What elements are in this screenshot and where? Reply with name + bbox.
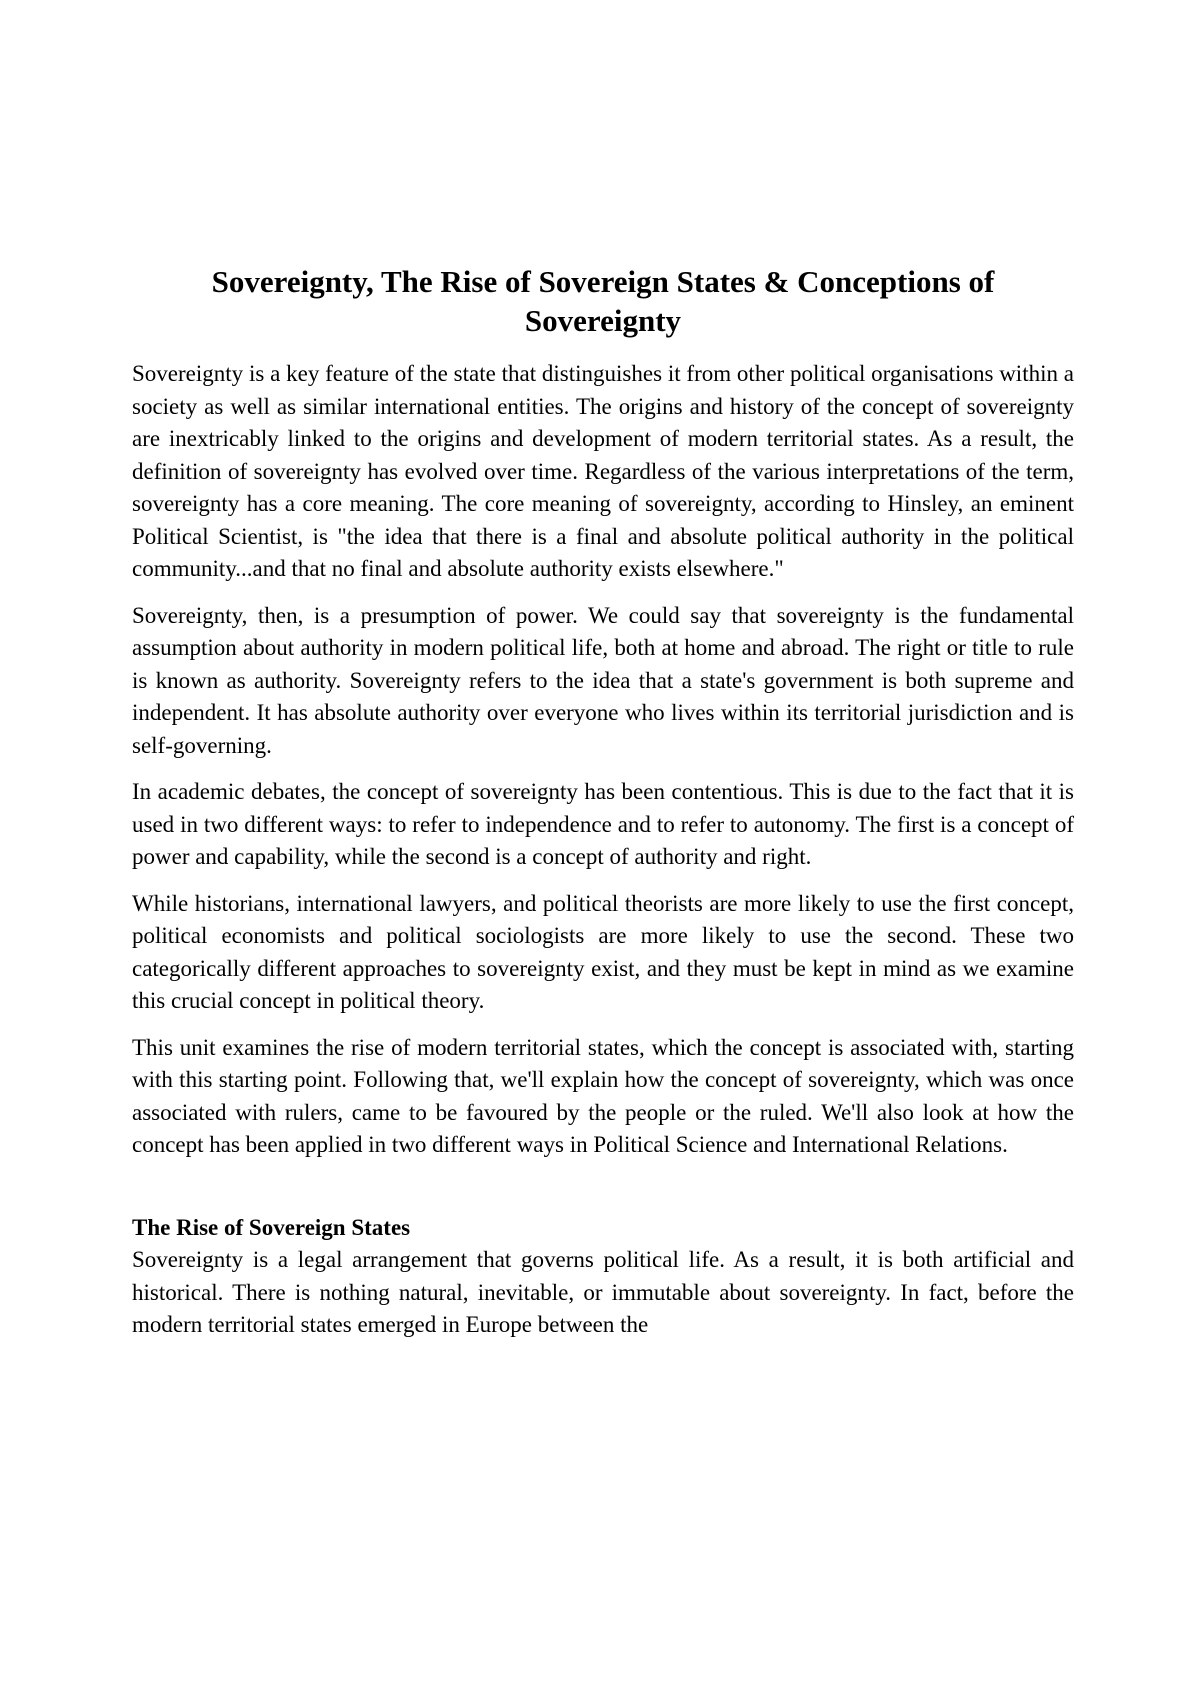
document-title: Sovereignty, The Rise of Sovereign States & Conceptions of Sovereignty	[211, 264, 995, 338]
paragraph-intro: Sovereignty is a key feature of the state that distinguishes it from other political organisations within a society as well as similar international entities. The origins and history of the concept of sovereignty are inextricably linked to the origins and development of modern territorial states. As a result, the definition of sovereignty has evolved over time. Regardless of the various interpretations of the term, sovereignty has a core meaning. The core meaning of sovereignty, according to Hinsley, an eminent Political Scientist, is "the idea that there is a final and absolute political authority in the political community...and that no final and absolute authority exists elsewhere."	[132, 361, 1074, 581]
section-paragraph: Sovereignty is a legal arrangement that governs political life. As a result, it is both artificial and historical. There is nothing natural, inevitable, or immutable about sovereignty. In fact, before the modern territorial states emerged in Europe between the	[132, 1247, 1074, 1337]
paragraph-two-concepts: While historians, international lawyers, and political theorists are more likely to use the first concept, political economists and political sociologists are more likely to use the second. These two categorically different approaches to sovereignty exist, and they must be kept in mind as we examine this crucial concept in political theory.	[132, 890, 1074, 1013]
paragraph-presumption-of-power: Sovereignty, then, is a presumption of power. We could say that sovereignty is the fundamental assumption about authority in modern political life, both at home and abroad. The right or title to rule is known as authority. Sovereignty refers to the idea that a state's government is both supreme and independent. It has absolute authority over everyone who lives within its territorial jurisdiction and is self-governing.	[132, 602, 1074, 758]
section-heading: The Rise of Sovereign States	[132, 1214, 411, 1240]
paragraph-unit-overview: This unit examines the rise of modern territorial states, which the concept is associated with, starting with this starting point. Following that, we'll explain how the concept of sovereignty, which was once associated with rulers, came to be favoured by the people or the ruled. We'll also look at how the concept has been applied in two different ways in Political Science and International Relations.	[132, 1034, 1074, 1157]
paragraph-academic-debates: In academic debates, the concept of sovereignty has been contentious. This is due to the fact that it is used in two different ways: to refer to independence and to refer to autonomy. The first is a concept of power and capability, while the second is a concept of authority and right.	[132, 779, 1074, 869]
document-page	[132, 262, 1074, 1356]
